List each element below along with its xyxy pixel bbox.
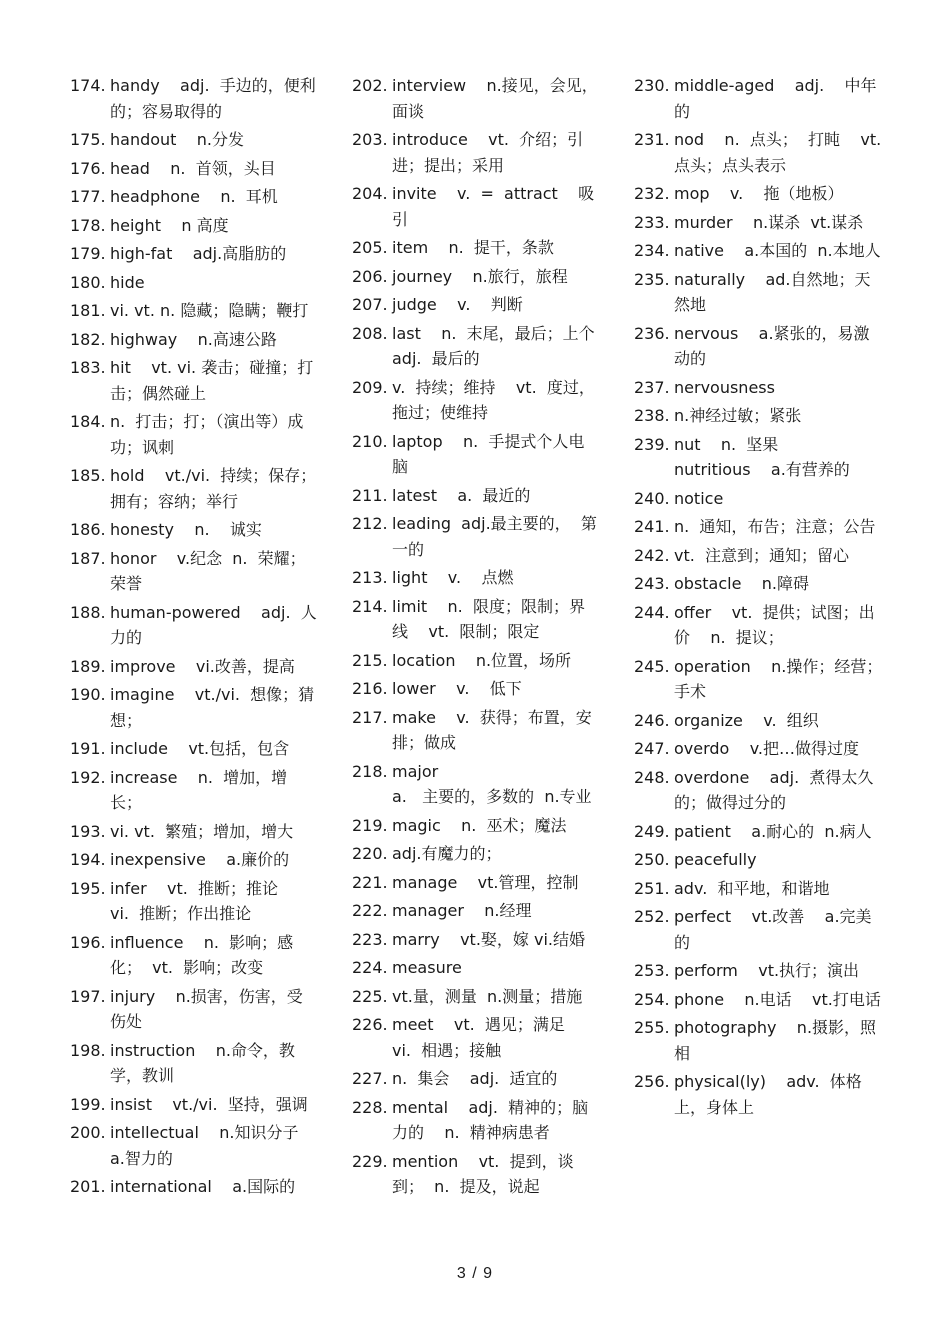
vocab-entry <box>352 565 600 591</box>
entry-text: peacefully <box>674 850 757 869</box>
entry-number: 188. <box>70 602 106 622</box>
entry-number: 194. <box>70 850 106 869</box>
entry-number: 177. <box>70 187 106 206</box>
entry-text: phone n.电话 vt.打电话 <box>674 989 881 1009</box>
vocab-entry <box>634 486 884 512</box>
vocab-entry <box>70 682 318 733</box>
entry-text: photography n.摄影，照相 <box>674 1018 877 1063</box>
entry-number: 189. <box>70 656 106 676</box>
vocab-entry <box>352 1149 600 1200</box>
entry-text: height n 高度 <box>110 215 229 235</box>
entry-number: 203. <box>352 130 388 149</box>
vocab-entry <box>70 298 318 324</box>
vocab-entry <box>70 184 318 210</box>
vocab-entry <box>634 1069 884 1120</box>
vocab-entry <box>352 705 600 756</box>
entry-number: 245. <box>634 656 670 676</box>
page-number: 3 / 9 <box>456 1265 494 1282</box>
entry-number: 250. <box>634 850 670 869</box>
entry-text: headphone n. 耳机 <box>110 187 278 206</box>
vocab-entry <box>634 1015 884 1066</box>
entry-text: organize v. 组织 <box>674 710 819 730</box>
entry-text: item n. 提干，条款 <box>392 238 554 257</box>
vocab-entry <box>352 841 600 867</box>
vocab-column-1 <box>70 73 318 1203</box>
vocab-entry <box>352 292 600 318</box>
vocab-entry <box>634 654 884 705</box>
entry-number: 187. <box>70 548 106 568</box>
entry-text: improve vi.改善，提高 <box>110 656 295 676</box>
entry-number: 233. <box>634 212 670 232</box>
vocab-entry <box>634 375 884 401</box>
entry-number: 181. <box>70 301 106 320</box>
entry-number: 249. <box>634 821 670 841</box>
entry-text: laptop n. 手提式个人电脑 <box>392 431 585 476</box>
entry-text: operation n.操作；经营；手术 <box>674 656 883 701</box>
vocab-entry <box>70 876 318 927</box>
vocab-entry <box>634 904 884 955</box>
entry-text: introduce vt. 介绍；引进；提出；采用 <box>392 130 584 175</box>
vocab-entry <box>634 321 884 372</box>
vocab-entry <box>352 927 600 953</box>
entry-text: journey n.旅行，旅程 <box>392 266 568 286</box>
entry-number: 191. <box>70 739 106 758</box>
entry-text: human-powered adj. 人力的 <box>110 602 317 647</box>
entry-text: light v. 点燃 <box>392 568 514 587</box>
entry-number: 196. <box>70 932 106 952</box>
entry-number: 182. <box>70 329 106 349</box>
vocab-entry <box>70 213 318 239</box>
vocab-entry <box>352 984 600 1010</box>
entry-text: measure <box>392 958 462 977</box>
vocab-entry <box>352 235 600 261</box>
entry-number: 197. <box>70 986 106 1006</box>
entry-text: infer vt. 推断；推论 vi. 推断；作出推论 <box>110 878 278 923</box>
entry-number: 241. <box>634 517 670 536</box>
entry-text: overdo v.把…做得过度 <box>674 739 860 758</box>
entry-text: obstacle n.障碍 <box>674 574 810 593</box>
entry-text: middle-aged adj. 中年的 <box>674 76 877 121</box>
entry-number: 226. <box>352 1015 388 1034</box>
entry-text: include vt.包括，包含 <box>110 739 290 758</box>
entry-number: 240. <box>634 488 670 508</box>
entry-text: insist vt./vi. 坚持，强调 <box>110 1094 308 1114</box>
entry-text: perfect vt.改善 a.完美的 <box>674 907 872 952</box>
entry-text: n.神经过敏；紧张 <box>674 406 802 425</box>
vocab-entry <box>634 267 884 318</box>
entry-text: latest a. 最近的 <box>392 485 531 505</box>
entry-number: 243. <box>634 574 670 593</box>
entry-text: n. 集会 adj. 适宜的 <box>392 1069 558 1088</box>
entry-text: magic n. 巫术；魔法 <box>392 815 567 835</box>
vocab-entry <box>352 511 600 562</box>
entry-number: 198. <box>70 1040 106 1060</box>
entry-text: inexpensive a.廉价的 <box>110 850 290 869</box>
entry-number: 251. <box>634 878 670 898</box>
entry-number: 222. <box>352 901 388 920</box>
vocab-entry <box>70 327 318 353</box>
vocab-entry <box>352 594 600 645</box>
entry-text: honor v.纪念 n. 荣耀；荣誉 <box>110 548 306 593</box>
vocab-entry <box>634 181 884 207</box>
entry-text: notice <box>674 488 724 508</box>
entry-number: 229. <box>352 1151 388 1171</box>
entry-text: mental adj. 精神的；脑力的 n. 精神病患者 <box>392 1097 589 1142</box>
entry-text: nut n. 坚果 nutritious a.有营养的 <box>674 434 850 479</box>
entry-text: last n. 末尾，最后；上个 adj. 最后的 <box>392 323 605 368</box>
entry-number: 195. <box>70 878 106 898</box>
entry-text: physical(ly) adv. 体格上，身体上 <box>674 1072 862 1117</box>
entry-text: nervous a.紧张的，易激动的 <box>674 323 870 368</box>
vocab-entry <box>70 463 318 514</box>
vocab-entry <box>634 238 884 264</box>
entry-text: instruction n.命令，教学，教训 <box>110 1040 295 1085</box>
entry-text: vt.量，测量 n.测量；措施 <box>392 986 583 1006</box>
entry-number: 201. <box>70 1177 106 1196</box>
entry-number: 179. <box>70 244 106 263</box>
entry-text: vi. vt. n. 隐藏；隐瞒；鞭打 <box>110 301 309 320</box>
entry-text: handy adj. 手边的，便利的；容易取得的 <box>110 76 316 121</box>
entry-text: location n.位置，场所 <box>392 650 572 670</box>
vocab-entry <box>70 984 318 1035</box>
vocab-entry <box>634 514 884 540</box>
vocab-entry <box>634 736 884 762</box>
vocab-entry <box>352 483 600 509</box>
entry-number: 236. <box>634 323 670 343</box>
entry-number: 176. <box>70 158 106 178</box>
entry-text: manager n.经理 <box>392 901 532 920</box>
entry-number: 193. <box>70 821 106 841</box>
entry-number: 206. <box>352 266 388 286</box>
vocab-entry <box>352 73 600 124</box>
vocab-entry <box>70 1092 318 1118</box>
vocab-entry <box>70 156 318 182</box>
entry-text: manage vt.管理，控制 <box>392 872 579 892</box>
vocab-entry <box>634 958 884 984</box>
entry-number: 183. <box>70 358 106 377</box>
entry-text: adv. 和平地，和谐地 <box>674 878 830 898</box>
vocab-entry <box>70 819 318 845</box>
entry-number: 237. <box>634 377 670 397</box>
entry-number: 186. <box>70 520 106 539</box>
entry-text: injury n.损害，伤害，受伤处 <box>110 986 303 1031</box>
vocab-entry <box>352 1012 600 1063</box>
vocab-entry <box>70 517 318 543</box>
entry-number: 205. <box>352 238 388 257</box>
vocab-entry <box>634 876 884 902</box>
entry-text: naturally ad.自然地；天然地 <box>674 269 871 314</box>
vocab-entry <box>352 429 600 480</box>
entry-number: 175. <box>70 130 106 149</box>
vocab-entry <box>70 600 318 651</box>
entry-text: high-fat adj.高脂肪的 <box>110 244 287 263</box>
entry-text: nod n. 点头； 打盹 vt. 点头；点头表示 <box>674 130 892 175</box>
entry-text: influence n. 影响；感化； vt. 影响；改变 <box>110 932 294 977</box>
entry-number: 231. <box>634 130 670 149</box>
entry-number: 254. <box>634 989 670 1009</box>
vocab-entry <box>70 241 318 267</box>
entry-number: 244. <box>634 602 670 622</box>
entry-number: 202. <box>352 76 388 95</box>
entry-number: 247. <box>634 739 670 758</box>
vocab-column-2 <box>352 73 605 1203</box>
entry-text: perform vt.执行；演出 <box>674 961 860 980</box>
entry-number: 234. <box>634 241 670 260</box>
entry-number: 220. <box>352 844 388 863</box>
entry-number: 223. <box>352 929 388 949</box>
entry-number: 212. <box>352 514 388 533</box>
entry-text: marry vt.娶，嫁 vi.结婚 <box>392 929 585 949</box>
vocab-entry <box>352 870 600 896</box>
entry-text: mention vt. 提到，谈到； n. 提及，说起 <box>392 1151 574 1196</box>
entry-number: 214. <box>352 596 388 616</box>
entry-number: 246. <box>634 710 670 730</box>
entry-number: 230. <box>634 76 670 95</box>
entry-text: hold vt./vi. 持续；保存；拥有；容纳；举行 <box>110 466 317 511</box>
vocab-entry <box>352 375 600 426</box>
entry-text: leading adj.最主要的， 第一的 <box>392 514 597 559</box>
entry-text: mop v. 拖（地板） <box>674 184 844 203</box>
entry-text: adj.有魔力的； <box>392 844 502 863</box>
entry-number: 180. <box>70 272 106 292</box>
entry-number: 209. <box>352 377 388 397</box>
entry-number: 185. <box>70 466 106 485</box>
entry-text: overdone adj. 煮得太久的；做得过分的 <box>674 767 874 812</box>
entry-number: 218. <box>352 761 388 781</box>
entry-number: 227. <box>352 1069 388 1088</box>
entry-number: 216. <box>352 679 388 698</box>
entry-text: offer vt. 提供；试图；出价 n. 提议； <box>674 602 875 647</box>
vocab-entry <box>634 987 884 1013</box>
vocab-entry <box>352 181 600 232</box>
vocab-entry <box>352 759 600 810</box>
entry-number: 215. <box>352 650 388 670</box>
vocab-entry <box>352 1095 600 1146</box>
entry-text: make v. 获得；布置，安排；做成 <box>392 707 592 752</box>
entry-text: interview n.接见，会见，面谈 <box>392 76 598 121</box>
entry-number: 221. <box>352 872 388 892</box>
vocab-entry <box>634 73 884 124</box>
entry-number: 252. <box>634 907 670 926</box>
entry-number: 248. <box>634 767 670 787</box>
entry-text: n. 通知，布告；注意；公告 <box>674 517 876 536</box>
entry-number: 192. <box>70 767 106 787</box>
entry-number: 184. <box>70 412 106 431</box>
entry-text: lower v. 低下 <box>392 679 522 698</box>
entry-text: n. 打击；打；（演出等）成功；讽刺 <box>110 412 304 457</box>
entry-number: 255. <box>634 1018 670 1037</box>
vocab-entry <box>352 898 600 924</box>
entry-number: 225. <box>352 986 388 1006</box>
vocab-entry <box>634 819 884 845</box>
vocab-entry <box>634 127 892 178</box>
vocab-entry <box>70 1174 318 1200</box>
vocab-entry <box>70 654 318 680</box>
vocab-entry <box>70 355 318 406</box>
entry-text: hide <box>110 272 145 292</box>
vocab-entry <box>70 930 318 981</box>
vocab-entry <box>634 403 884 429</box>
vocab-entry <box>352 955 600 981</box>
vocab-entry <box>70 270 318 296</box>
entry-text: highway n.高速公路 <box>110 329 277 349</box>
entry-number: 232. <box>634 184 670 203</box>
vocab-entry <box>352 321 605 372</box>
entry-number: 224. <box>352 958 388 977</box>
entry-number: 207. <box>352 295 388 314</box>
entry-number: 199. <box>70 1094 106 1114</box>
entry-number: 242. <box>634 545 670 565</box>
vocab-entry <box>352 648 600 674</box>
entry-text: vt. 注意到；通知；留心 <box>674 545 850 565</box>
entry-number: 256. <box>634 1072 670 1091</box>
entry-number: 213. <box>352 568 388 587</box>
vocab-entry <box>70 847 318 873</box>
entry-number: 219. <box>352 815 388 835</box>
entry-number: 190. <box>70 685 106 704</box>
vocab-entry <box>70 765 318 816</box>
entry-number: 253. <box>634 961 670 980</box>
entry-number: 204. <box>352 184 388 203</box>
entry-text: patient a.耐心的 n.病人 <box>674 821 872 841</box>
entry-number: 208. <box>352 323 388 343</box>
vocab-entry <box>352 264 600 290</box>
entry-number: 211. <box>352 485 388 505</box>
vocab-entry <box>634 543 884 569</box>
entry-text: v. 持续；维持 vt. 度过，拖过；使维持 <box>392 377 595 422</box>
vocab-entry <box>634 708 884 734</box>
vocab-entry <box>70 1038 318 1089</box>
entry-number: 200. <box>70 1123 106 1142</box>
vocab-entry <box>634 600 884 651</box>
entry-number: 217. <box>352 707 388 727</box>
entry-text: head n. 首领，头目 <box>110 158 276 178</box>
vocab-entry <box>352 1066 600 1092</box>
entry-text: limit n. 限度；限制；界线 vt. 限制；限定 <box>392 596 585 641</box>
vocab-entry <box>352 813 600 839</box>
vocab-entry <box>70 736 318 762</box>
vocab-entry <box>634 432 884 483</box>
entry-number: 239. <box>634 434 670 454</box>
entry-text: major a. 主要的，多数的 n.专业 <box>392 761 592 806</box>
entry-text: honesty n. 诚实 <box>110 520 262 539</box>
entry-number: 178. <box>70 215 106 235</box>
entry-text: handout n.分发 <box>110 130 245 149</box>
vocab-entry <box>634 571 884 597</box>
entry-text: imagine vt./vi. 想像；猜想； <box>110 685 315 730</box>
entry-text: increase n. 增加，增长； <box>110 767 288 812</box>
entry-text: vi. vt. 繁殖；增加，增大 <box>110 821 294 841</box>
vocab-entry <box>634 210 884 236</box>
vocab-column-3 <box>634 73 892 1123</box>
vocab-entry <box>70 1120 318 1171</box>
vocab-entry <box>352 127 600 178</box>
vocab-entry <box>70 73 318 124</box>
entry-number: 228. <box>352 1097 388 1117</box>
vocab-entry <box>70 546 318 597</box>
vocab-entry <box>634 847 884 873</box>
vocab-entry <box>70 409 318 460</box>
entry-text: hit vt. vi. 袭击；碰撞；打击；偶然碰上 <box>110 358 314 403</box>
vocab-entry <box>70 127 318 153</box>
entry-number: 238. <box>634 406 670 425</box>
entry-text: international a.国际的 <box>110 1177 296 1196</box>
entry-text: judge v. 判断 <box>392 295 523 314</box>
entry-number: 210. <box>352 431 388 451</box>
vocab-entry <box>634 765 884 816</box>
entry-text: invite v. = attract 吸引 <box>392 184 595 229</box>
vocab-entry <box>352 676 600 702</box>
entry-text: meet vt. 遇见；满足 vi. 相遇；接触 <box>392 1015 565 1060</box>
entry-text: nervousness <box>674 377 775 397</box>
entry-text: native a.本国的 n.本地人 <box>674 241 881 260</box>
entry-text: intellectual n.知识分子 a.智力的 <box>110 1123 299 1168</box>
entry-number: 235. <box>634 269 670 289</box>
entry-number: 174. <box>70 76 106 95</box>
entry-text: murder n.谋杀 vt.谋杀 <box>674 212 864 232</box>
